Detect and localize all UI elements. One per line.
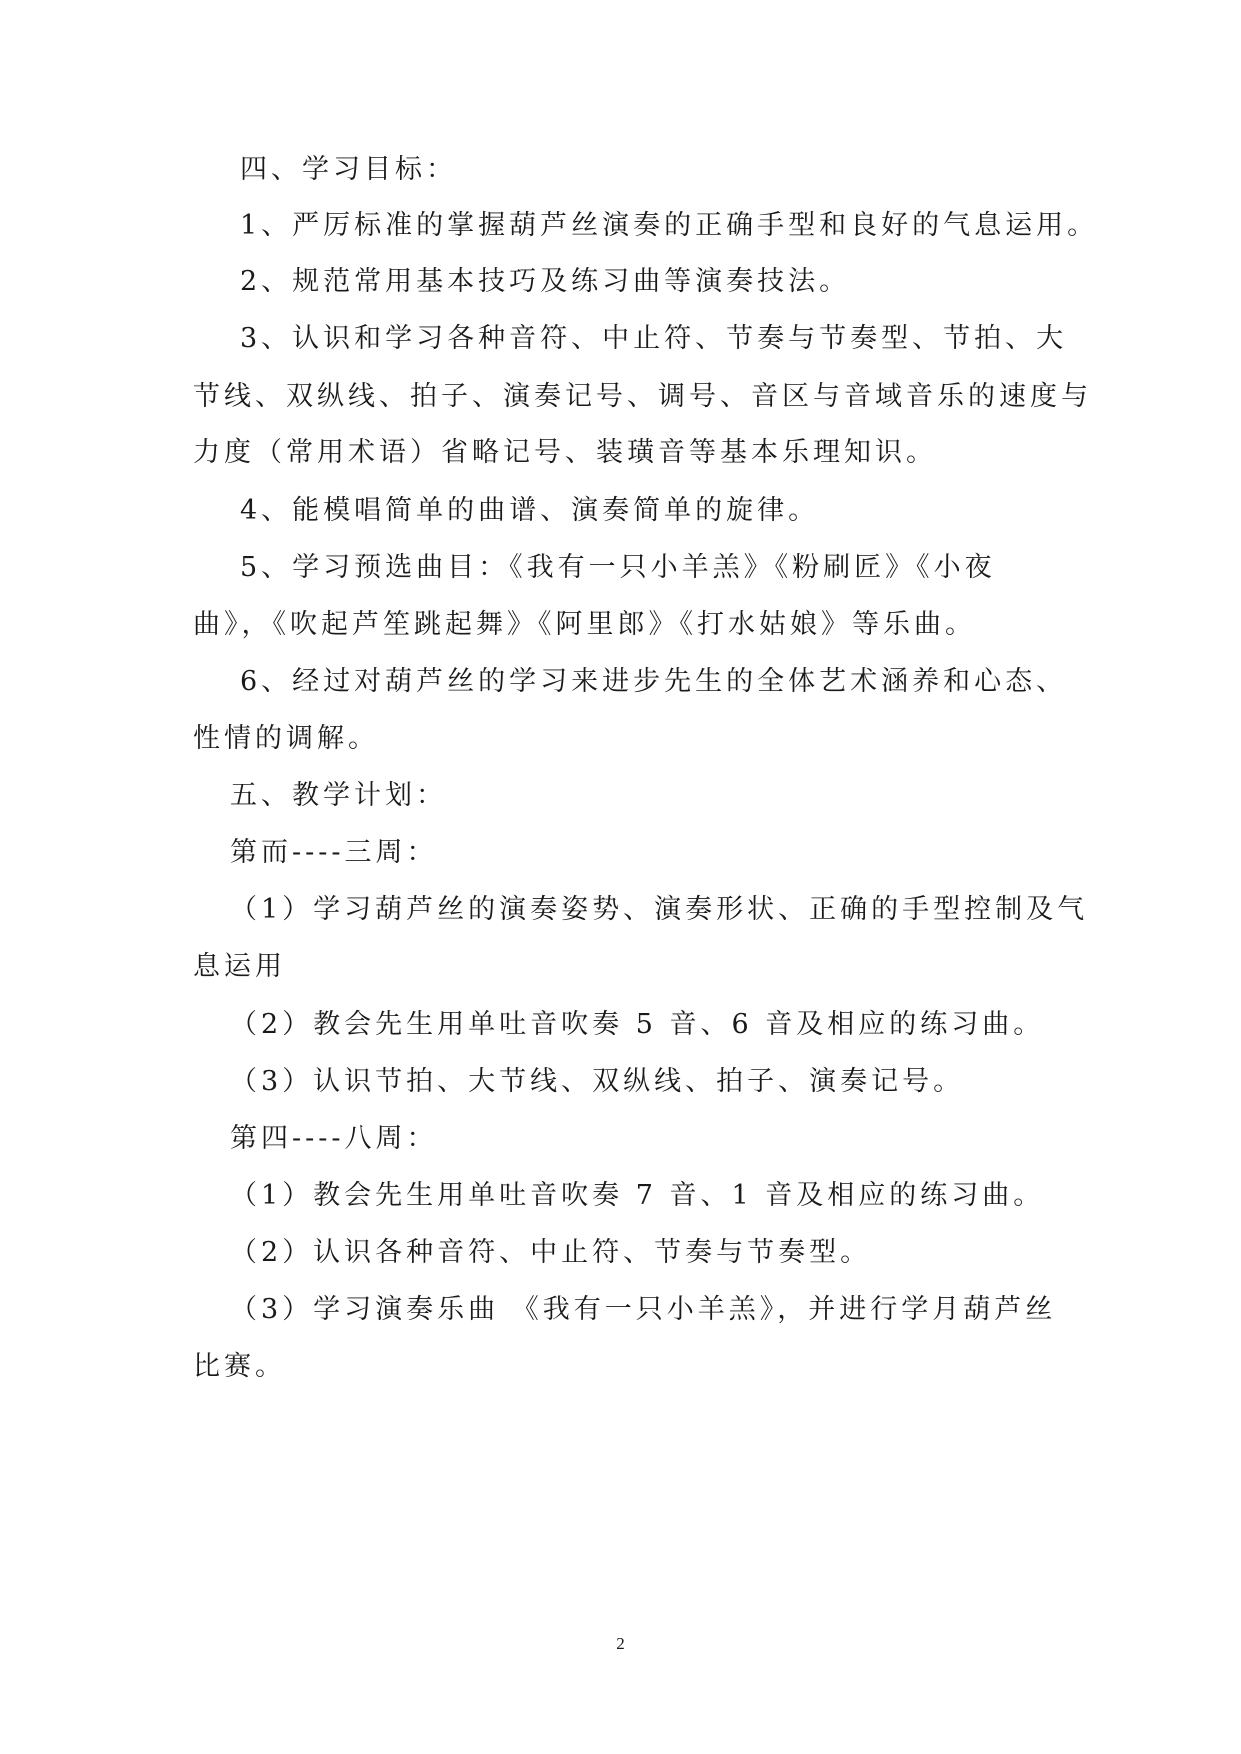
paragraph-line: 曲》，《吹起芦笙跳起舞》《阿里郎》《打水姑娘》等乐曲。 — [193, 609, 976, 640]
paragraph-line: 力度（常用术语）省略记号、装璜音等基本乐理知识。 — [193, 437, 937, 468]
paragraph-line: （3）学习演奏乐曲 《我有一只小羊羔》，并进行学月葫芦丝 — [230, 1294, 1057, 1325]
week-heading: 第四----八周： — [230, 1123, 438, 1154]
paragraph-line: （2）认识各种音符、中止符、节奏与节奏型。 — [230, 1237, 872, 1268]
paragraph-line: 4、能模唱简单的曲谱、演奏简单的旋律。 — [240, 495, 820, 526]
paragraph-line: 比赛。 — [193, 1351, 286, 1382]
paragraph-line: 5、学习预选曲目：《我有一只小羊羔》《粉刷匠》《小夜 — [240, 552, 996, 583]
week-heading: 第而----三周： — [230, 837, 438, 868]
paragraph-line: 节线、双纵线、拍子、演奏记号、调号、音区与音域音乐的速度与 — [193, 381, 1092, 412]
paragraph-line: （3）认识节拍、大节线、双纵线、拍子、演奏记号。 — [230, 1066, 965, 1097]
paragraph-line: 息运用 — [193, 951, 286, 982]
page-number: 2 — [616, 1634, 625, 1653]
paragraph-line: 3、认识和学习各种音符、中止符、节奏与节奏型、节拍、大 — [240, 323, 1068, 354]
paragraph-line: 6、经过对葫芦丝的学习来进步先生的全体艺术涵养和心态、 — [240, 666, 1068, 697]
paragraph-line: 2、规范常用基本技巧及练习曲等演奏技法。 — [240, 266, 851, 297]
paragraph-line: 性情的调解。 — [193, 723, 379, 754]
paragraph-line: （1）学习葫芦丝的演奏姿势、演奏形状、正确的手型控制及气 — [230, 894, 1089, 925]
paragraph-line: （1）教会先生用单吐音吹奏 7 音、1 音及相应的练习曲。 — [230, 1180, 1045, 1211]
section-heading-learning-goals: 四、学习目标： — [240, 154, 457, 185]
paragraph-line: 1、严厉标准的掌握葫芦丝演奏的正确手型和良好的气息运用。 — [240, 210, 1099, 241]
section-heading-teaching-plan: 五、教学计划： — [230, 780, 447, 811]
paragraph-line: （2）教会先生用单吐音吹奏 5 音、6 音及相应的练习曲。 — [230, 1009, 1045, 1040]
